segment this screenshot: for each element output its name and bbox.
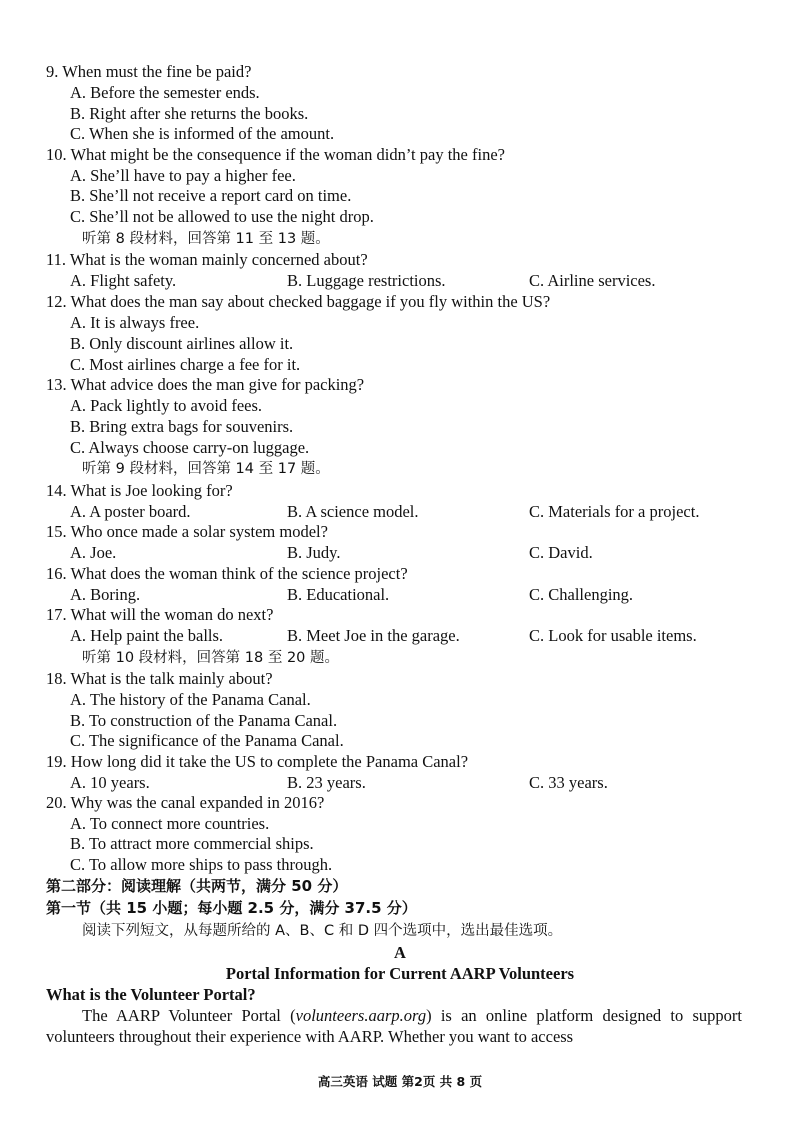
q12-option-c: C. Most airlines charge a fee for it. <box>70 355 301 374</box>
paragraph-text-before: The AARP Volunteer Portal ( <box>82 1006 296 1025</box>
q12-option-b: B. Only discount airlines allow it. <box>70 334 294 353</box>
q20-option-c: C. To allow more ships to pass through. <box>70 855 333 874</box>
passage-letter: A <box>394 943 406 962</box>
paragraph-text-after: ) is an online platform designed to support volunteers throughout their experience with AARP. Whether you want to access <box>46 1006 742 1046</box>
q19-option-b: B. 23 years. <box>287 773 366 792</box>
q13-option-b: B. Bring extra bags for souvenirs. <box>70 417 294 436</box>
question-11: 11. What is the woman mainly concerned about? <box>46 250 368 269</box>
q16-option-b: B. Educational. <box>287 585 390 604</box>
listening-intro-9: 听第 9 段材料，回答第 14 至 17 题。 <box>82 461 330 477</box>
q12-option-a: A. It is always free. <box>70 313 200 332</box>
q19-option-c: C. 33 years. <box>529 773 608 792</box>
passage-paragraph <box>46 1005 742 1047</box>
listening-intro-8: 听第 8 段材料，回答第 11 至 13 题。 <box>82 231 330 247</box>
part2-heading: 第二部分：阅读理解（共两节，满分 50 分） <box>46 877 348 895</box>
q10-option-a: A. She’ll have to pay a higher fee. <box>70 166 296 185</box>
question-14: 14. What is Joe looking for? <box>46 481 233 500</box>
q10-option-b: B. She’ll not receive a report card on time. <box>70 186 352 205</box>
question-19: 19. How long did it take the US to complete the Panama Canal? <box>46 752 469 771</box>
q15-option-c: C. David. <box>529 543 593 562</box>
q18-option-a: A. The history of the Panama Canal. <box>70 690 311 709</box>
q13-option-c: C. Always choose carry-on luggage. <box>70 438 310 457</box>
q20-option-b: B. To attract more commercial ships. <box>70 834 314 853</box>
question-16: 16. What does the woman think of the science project? <box>46 564 408 583</box>
q13-option-a: A. Pack lightly to avoid fees. <box>70 396 263 415</box>
q17-option-b: B. Meet Joe in the garage. <box>287 626 460 645</box>
q17-option-a: A. Help paint the balls. <box>70 626 224 645</box>
q14-option-c: C. Materials for a project. <box>529 502 700 521</box>
question-10: 10. What might be the consequence if the woman didn’t pay the fine? <box>46 145 505 164</box>
passage-title: Portal Information for Current AARP Volunteers <box>225 964 575 983</box>
portal-url: volunteers.aarp.org <box>295 1006 427 1025</box>
q11-option-b: B. Luggage restrictions. <box>287 271 446 290</box>
q11-option-c: C. Airline services. <box>529 271 656 290</box>
page-footer: 高三英语 试题 第2页 共 8 页 <box>317 1074 483 1089</box>
q16-option-c: C. Challenging. <box>529 585 634 604</box>
question-18: 18. What is the talk mainly about? <box>46 669 273 688</box>
question-17: 17. What will the woman do next? <box>46 605 274 624</box>
q10-option-c: C. She’ll not be allowed to use the night drop. <box>70 207 374 226</box>
q19-option-a: A. 10 years. <box>70 773 150 792</box>
reading-instruction: 阅读下列短文，从每题所给的 A、B、C 和 D 四个选项中，选出最佳选项。 <box>82 923 563 939</box>
question-9: 9. When must the fine be paid? <box>46 62 252 81</box>
q20-option-a: A. To connect more countries. <box>70 814 270 833</box>
passage-subheading: What is the Volunteer Portal? <box>46 985 256 1004</box>
question-20: 20. Why was the canal expanded in 2016? <box>46 793 325 812</box>
question-12: 12. What does the man say about checked baggage if you fly within the US? <box>46 292 551 311</box>
q11-option-a: A. Flight safety. <box>70 271 177 290</box>
q14-option-b: B. A science model. <box>287 502 419 521</box>
q17-option-c: C. Look for usable items. <box>529 626 697 645</box>
q18-option-b: B. To construction of the Panama Canal. <box>70 711 338 730</box>
section1-heading: 第一节（共 15 小题；每小题 2.5 分，满分 37.5 分） <box>46 899 417 917</box>
q18-option-c: C. The significance of the Panama Canal. <box>70 731 344 750</box>
question-15: 15. Who once made a solar system model? <box>46 522 328 541</box>
listening-intro-10: 听第 10 段材料，回答第 18 至 20 题。 <box>82 650 340 666</box>
q9-option-c: C. When she is informed of the amount. <box>70 124 335 143</box>
q14-option-a: A. A poster board. <box>70 502 191 521</box>
q9-option-b: B. Right after she returns the books. <box>70 104 309 123</box>
q9-option-a: A. Before the semester ends. <box>70 83 260 102</box>
q16-option-a: A. Boring. <box>70 585 141 604</box>
question-13: 13. What advice does the man give for packing? <box>46 375 365 394</box>
q15-option-b: B. Judy. <box>287 543 341 562</box>
q15-option-a: A. Joe. <box>70 543 117 562</box>
